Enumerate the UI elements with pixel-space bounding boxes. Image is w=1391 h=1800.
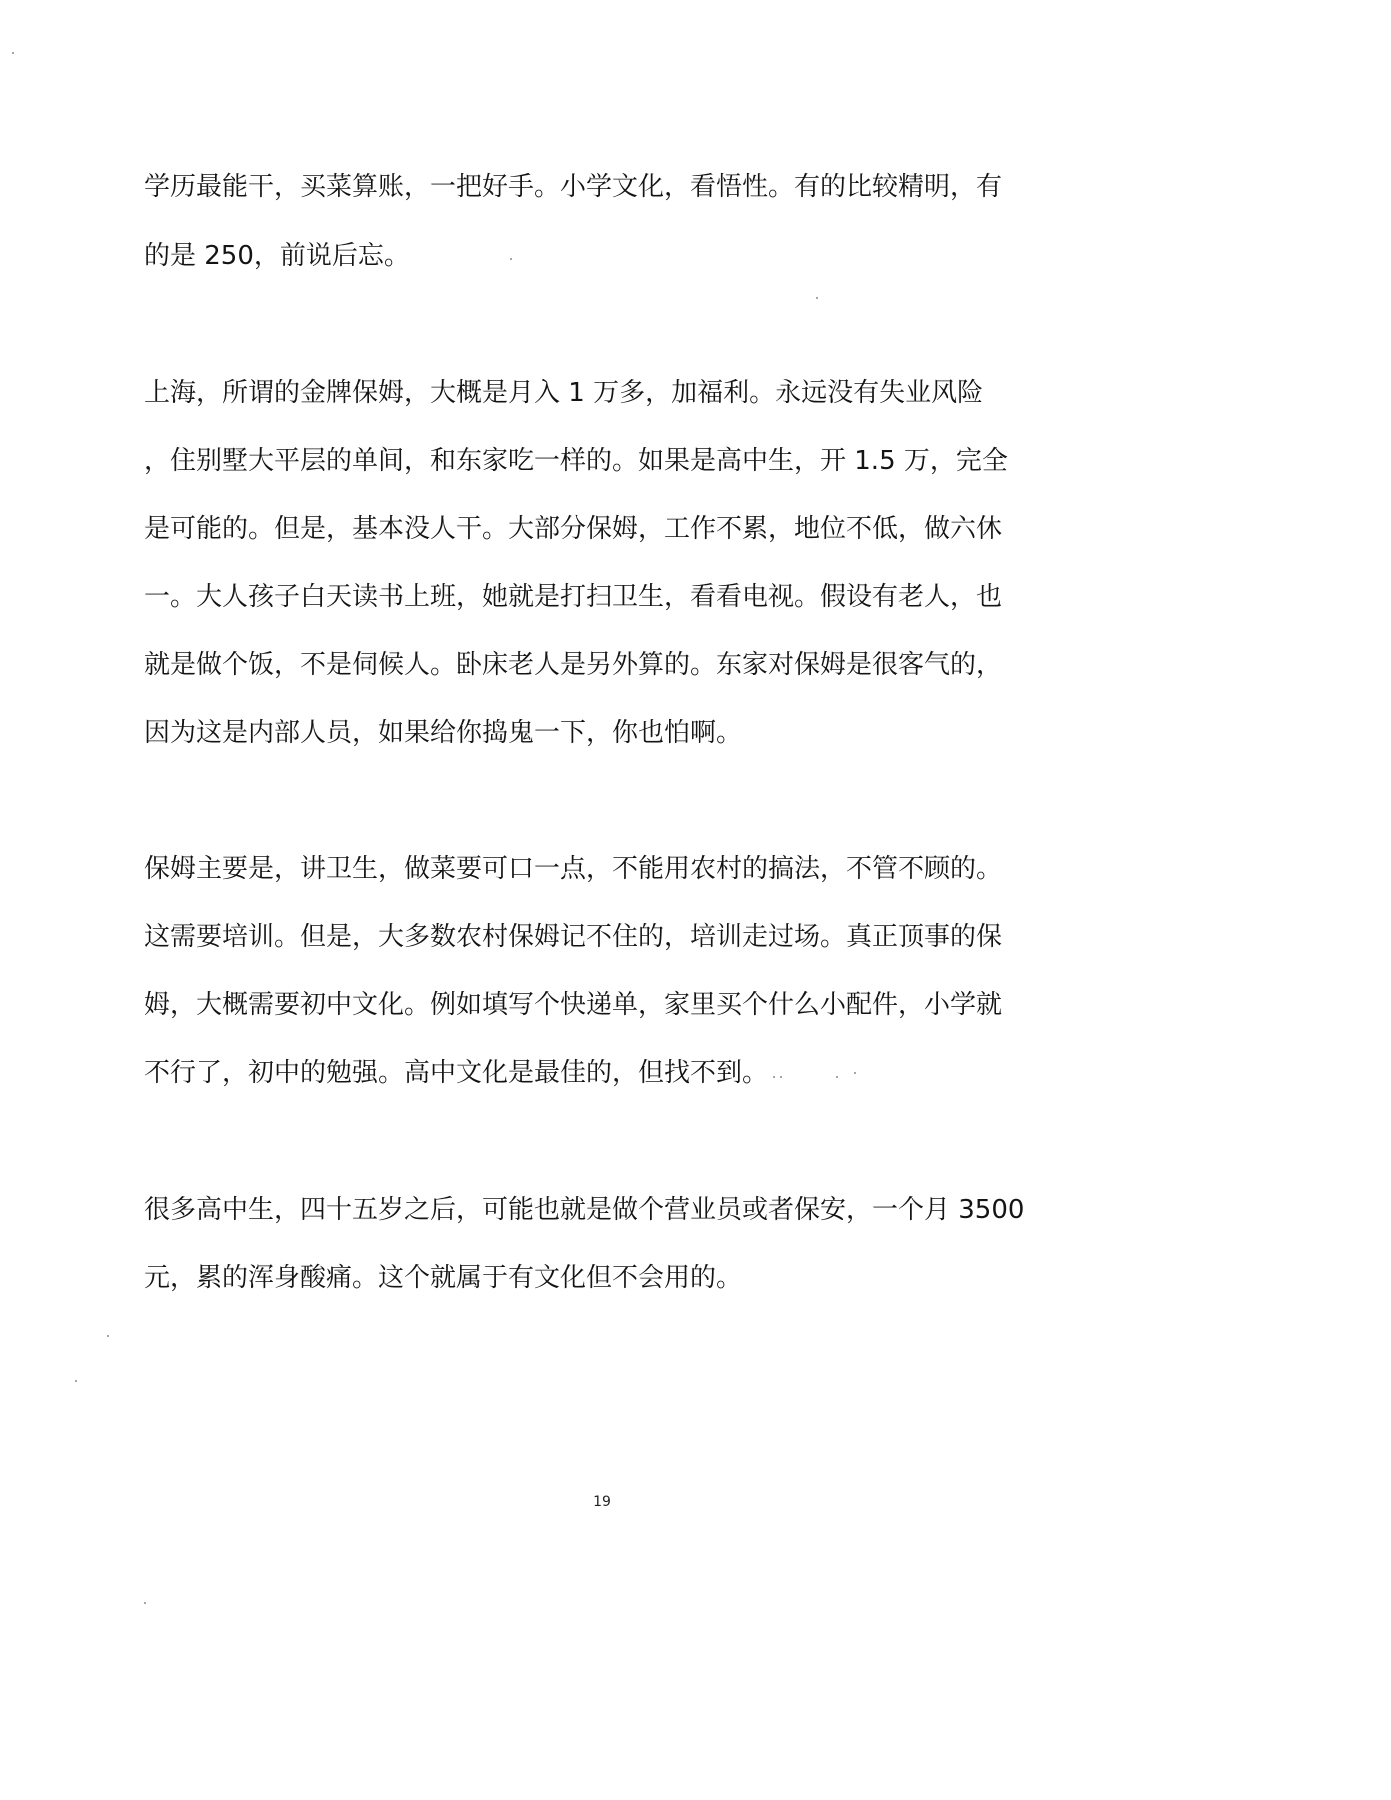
scan-speck <box>816 297 818 299</box>
text-line: ，住别墅大平层的单间，和东家吃一样的。如果是高中生，开 1.5 万，完全 <box>144 446 1008 476</box>
scan-speck <box>107 1335 109 1337</box>
scan-speck <box>836 1076 838 1078</box>
text-line: 因为这是内部人员，如果给你捣鬼一下，你也怕啊。 <box>144 718 743 748</box>
text-line: 就是做个饭，不是伺候人。卧床老人是另外算的。东家对保姆是很客气的， <box>144 650 1003 680</box>
text-line: 保姆主要是，讲卫生，做菜要可口一点，不能用农村的搞法，不管不顾的。 <box>144 854 1003 884</box>
scan-speck <box>510 258 512 260</box>
text-line: 元，累的浑身酸痛。这个就属于有文化但不会用的。 <box>144 1263 743 1293</box>
text-line: 这需要培训。但是，大多数农村保姆记不住的，培训走过场。真正顶事的保 <box>144 922 1003 952</box>
text-line: 姆，大概需要初中文化。例如填写个快递单，家里买个什么小配件，小学就 <box>144 990 1003 1020</box>
scan-speck <box>144 1602 146 1604</box>
text-line: 学历最能干，买菜算账，一把好手。小学文化，看悟性。有的比较精明，有 <box>144 172 1003 202</box>
scan-speck <box>780 1076 782 1078</box>
text-line: 是可能的。但是，基本没人干。大部分保姆，工作不累，地位不低，做六休 <box>144 514 1003 544</box>
scan-speck <box>75 1380 77 1382</box>
scan-speck <box>12 52 14 54</box>
text-line: 不行了，初中的勉强。高中文化是最佳的，但找不到。 <box>144 1058 769 1088</box>
text-line: 的是 250，前说后忘。 <box>144 241 410 271</box>
text-line: 一。大人孩子白天读书上班，她就是打扫卫生，看看电视。假设有老人，也 <box>144 582 1003 612</box>
scan-speck <box>773 1076 775 1078</box>
text-line: 很多高中生，四十五岁之后，可能也就是做个营业员或者保安，一个月 3500 <box>144 1195 1025 1225</box>
text-line: 上海，所谓的金牌保姆，大概是月入 1 万多，加福利。永远没有失业风险 <box>144 378 984 408</box>
scan-speck <box>854 1072 856 1074</box>
page-number: 19 <box>593 1494 611 1510</box>
